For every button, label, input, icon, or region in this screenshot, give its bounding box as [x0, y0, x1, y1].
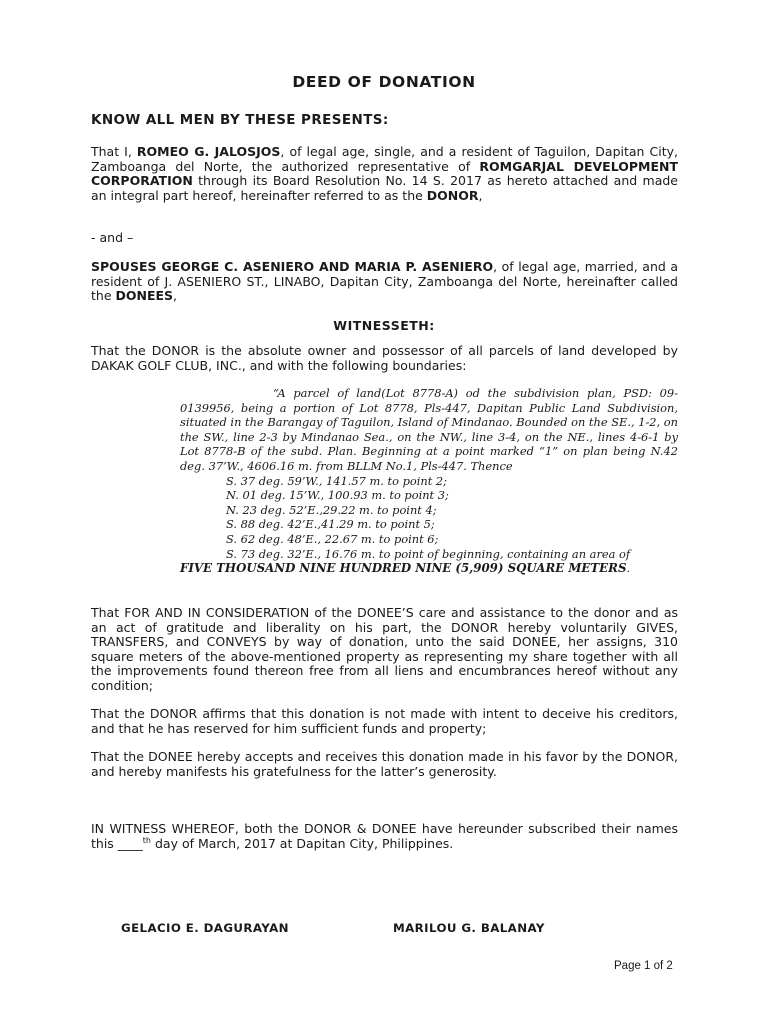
donor-paragraph: That I, ROMEO G. JALOSJOS, of legal age, single, and a resident of Taguilon, Dapitan City, Zamboanga del Norte, the authorized representative of ROMGARJAL DEVELOPMENT CORPORATION through its Board Resolution No. 14 S. 2017 as hereto attached and made an integral part hereof, hereinafter referred to as the DONOR, — [91, 144, 678, 203]
corporation-name: ROMGARJAL DEVELOPMENT CORPORATION — [91, 158, 678, 189]
page-number: Page 1 of 2 — [614, 960, 673, 972]
course-line: S. 73 deg. 32’E., 16.76 m. to point of beginning, containing an area of — [226, 546, 631, 561]
area-total: FIVE THOUSAND NINE HUNDRED NINE (5,909) SQUARE METERS — [180, 561, 627, 576]
consideration-paragraph: That FOR AND IN CONSIDERATION of the DONEE’S care and assistance to the donor and as an act of gratitude and liberality on his part, the DONOR hereby voluntarily GIVES, TRANSFERS, and CONVEYS by way of donation, unto the said DONEE, her assigns, 310 square meters of the above-mentioned property as representing my share together with all the improvements found thereon free from all liens and encumbrances hereof without any condition; — [91, 605, 678, 693]
course-line: N. 01 deg. 15’W., 100.93 m. to point 3; — [226, 488, 449, 503]
signatory-name: MARILOU G. BALANAY — [393, 921, 545, 935]
donor-name: ROMEO G. JALOSJOS — [136, 144, 281, 159]
affirm-paragraph: That the DONOR affirms that this donation is not made with intent to deceive his creditors, and that he has reserved for him sufficient funds and property; — [91, 706, 678, 736]
donees-names: SPOUSES GEORGE C. ASENIERO AND MARIA P. ASENIERO — [91, 259, 494, 274]
course-line: S. 62 deg. 48’E., 22.67 m. to point 6; — [226, 531, 439, 546]
land-description-text: “A parcel of land(Lot 8778-A) od the subdivision plan, PSD: 09-0139956, being a portion of Lot 8778, Pls-447, Dapitan Public Land Subdivision, situated in the Barangay of Taguilon, Island of Mindanao. Bounded on the SE., 1-2, on the SW., line 2-3 by Mindanao Sea., on the NW., line 3-4, on the NE., lines 4-6-1 by Lot 8778-B of the subd. Plan. Beginning at a point marked “1” on plan being N.42 deg. 37’W., 4606.16 m. from BLLM No.1, Pls-447. Thence — [180, 386, 678, 473]
witness-paragraph: IN WITNESS WHEREOF, both the DONOR & DONEE have hereunder subscribed their names this ____$^{th}$ day of March, 2017 at Dapitan City, Philippines. — [91, 821, 678, 851]
document-title: DEED OF DONATION — [292, 73, 476, 91]
donor-label: DONOR — [426, 187, 479, 203]
donees-paragraph: SPOUSES GEORGE C. ASENIERO AND MARIA P. ASENIERO, of legal age, married, and a resident of J. ASENIERO ST., LINABO, Dapitan City, Zamboanga del Norte, hereinafter called the DONEES, — [91, 259, 678, 304]
donees-label: DONEES — [115, 288, 174, 304]
land-description-quote: “A parcel of land(Lot 8778-A) od the subdivision plan, PSD: 09-0139956, being a portion of Lot 8778, Pls-447, Dapitan Public Land Subdivision, situated in the Barangay of Taguilon, Island of Mindanao. Bounded on the SE., 1-2, on the SW., line 2-3 by Mindanao Sea., on the NW., line 3-4, on the NE., lines 4-6-1 by Lot 8778-B of the subd. Plan. Beginning at a point marked “1” on plan being N.42 deg. 37’W., 4606.16 m. from BLLM No.1, Pls-447. Thence S. 37 deg. 59’W., 141.57 m. to point 2; N. 01 deg. 15’W., 100.93 m. to point 3; N. 23 deg. 52’E.,29.22 m. to point 4; S. 88 deg. 42’E.,41.29 m. to point 5; S. 62 deg. 48’E., 22.67 m. to point 6; S. 73 deg. 32’E., 16.76 m. to point of beginning, containing an area of FIVE THOUSAND NINE HUNDRED NINE (5,909) SQUARE METERS. — [180, 386, 678, 576]
signatory-name: GELACIO E. DAGURAYAN — [121, 921, 289, 935]
ownership-paragraph: That the DONOR is the absolute owner and possessor of all parcels of land developed by DAKAK GOLF CLUB, INC., and with the following boundaries: — [91, 343, 678, 373]
course-line: S. 88 deg. 42’E.,41.29 m. to point 5; — [226, 517, 435, 532]
course-line: N. 23 deg. 52’E.,29.22 m. to point 4; — [226, 502, 437, 517]
witnesseth-heading: WITNESSETH: — [333, 318, 435, 333]
and-separator: - and – — [91, 230, 134, 245]
presents-heading: KNOW ALL MEN BY THESE PRESENTS: — [91, 112, 389, 128]
course-line: S. 37 deg. 59’W., 141.57 m. to point 2; — [226, 473, 447, 488]
boundary-courses — [180, 474, 678, 562]
accept-paragraph: That the DONEE hereby accepts and receives this donation made in his favor by the DONOR, and hereby manifests his gratefulness for the latter’s generosity. — [91, 749, 678, 779]
